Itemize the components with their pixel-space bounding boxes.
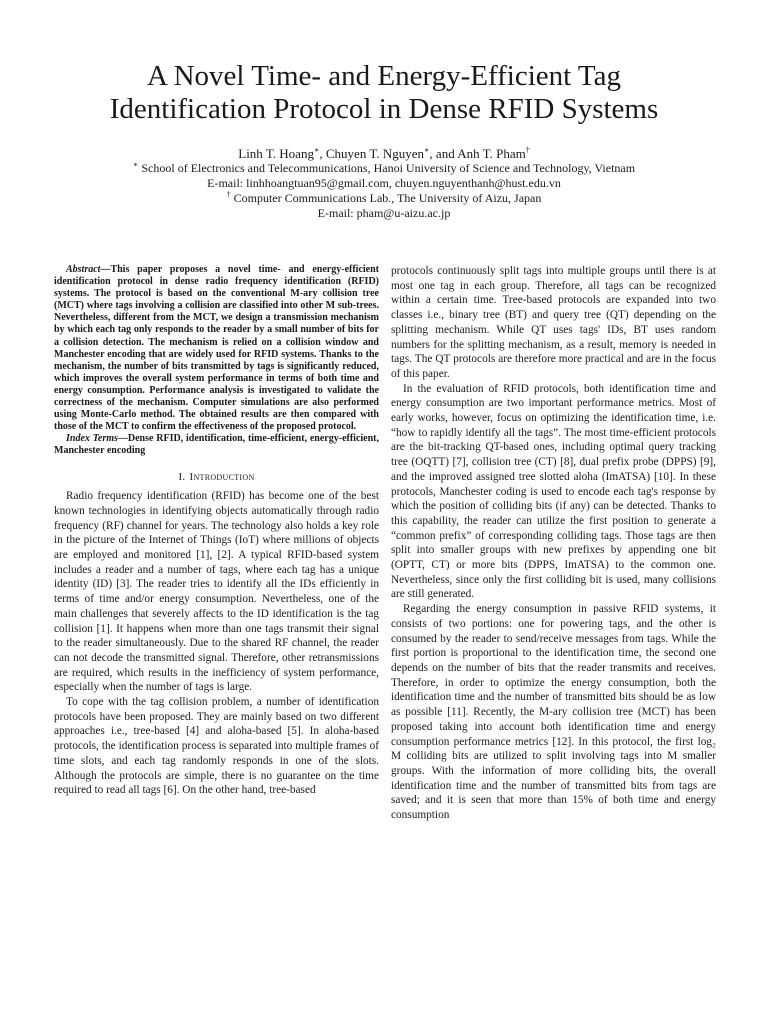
affiliations xyxy=(40,161,728,221)
affiliation-2-email: E-mail: pham@u-aizu.ac.jp xyxy=(317,206,451,220)
paragraph-right-2: In the evaluation of RFID protocols, both identification time and energy consumption are two important performance metrics. Most of early works, however, focus on optimizing the identification time, i.e. “how to rapidly identify all the tags”. The most time-efficient protocols are the bit-tracking QT-based ones, including optimal query tracking tree (OQTT) [7], collision tree (CT) [8], dual prefix probe (DPPS) [9], and the improved assigned tree slotted aloha (ImATSA) [10]. In these protocols, Manchester coding is used to encode each tag's response by which the position of colliding bits (if any) can be detected. Thanks to this capability, the reader can utilize the first position to generate a “common prefix” of corresponding colliding tags. Those tags are then split into smaller groups with new prefixes by appending one bit (OPTT, CT) or more bits (DPPS, ImATSA) to the common one. Nevertheless, since only the first colliding bit is used, many collisions are still generated. xyxy=(391,382,716,601)
title-line-2: Identification Protocol in Dense RFID Systems xyxy=(109,93,659,125)
index-terms-text: —Dense RFID, identification, time-efficient, energy-efficient, Manchester encoding xyxy=(54,433,379,457)
title-line-1: A Novel Time- and Energy-Efficient Tag xyxy=(147,60,621,92)
paragraph-left-2: To cope with the tag collision problem, a number of identification protocols have been proposed. They are mainly based on two different approaches i.e., tree-based [4] and aloha-based [5]. In aloha-based protocols, the identification process is separated into multiple frames of time slots, and each tag randomly responds in one of the slots. Although the protocols are simple, there is no guarantee on the time required to read all tags [6]. On the other hand, tree-based xyxy=(54,696,379,797)
paragraph-right-3: Regarding the energy consumption in passive RFID systems, it consists of two portions: one for powering tags, and the other is consumed by the reader to send/receive messages from tags. While the first portion is proportional to the identification time, the second one depends on the number of bits that the reader transmits and receives. Therefore, in order to optimize the energy consumption, both the identification time and the number of transmitted bits should be as low as possible [11]. Recently, the M-ary collision tree (MCT) has been proposed taking into account both identification time and energy consumption performance metrics [12]. In this protocol, the first log₂ M colliding bits are utilized to split involving tags into M smaller groups. With the information of more colliding bits, the overall identification time and the number of transmitted bits from tags are saved; and it is seen that more than 15% of both time and energy consumption xyxy=(391,603,716,822)
affiliation-1-mark: ∗ xyxy=(132,160,139,169)
paragraph-left-1: Radio frequency identification (RFID) has become one of the best known technologies in identifying objects automatically through radio frequency (RF) channel for years. The technology also holds a key role in the picture of the Internet of Things (IoT) where millions of objects are employed and monitored [1], [2]. A typical RFID-based system includes a reader and a number of tags, where each tag has a unique identity (ID) [3]. The reader tries to identify all the IDs efficiently in terms of time and/or energy consumption. Nevertheless, one of the main challenges that severely affects to the ID identification is the tag collision [1]. It happens when more than one tags transmit their signal to the reader simultaneously. Due to the shared RF channel, the reader can not decode the transmitted signal. Therefore, other retransmissions are required, which results in the inefficiency of system performance, especially when the number of tags is large. xyxy=(54,490,379,694)
affiliation-2 xyxy=(40,191,728,206)
right-column xyxy=(391,264,716,823)
author-3: Anh T. Pham xyxy=(457,146,526,161)
author-1-mark: ∗ xyxy=(313,145,320,155)
affiliation-1-text: School of Electronics and Telecommunications, Hanoi University of Science and Technology, Vietnam xyxy=(138,161,636,175)
paper-title xyxy=(40,60,728,126)
index-terms xyxy=(54,433,379,457)
affiliation-1-email: E-mail: linhhoangtuan95@gmail.com, chuyen.nguyenthanh@hust.edu.vn xyxy=(207,176,561,190)
author-separator-2: , and xyxy=(429,146,458,161)
section-heading-introduction xyxy=(54,470,379,485)
abstract-lead: Abstract xyxy=(66,264,101,275)
author-2-mark: ∗ xyxy=(423,145,430,155)
section-number: I. xyxy=(178,470,186,483)
affiliation-1 xyxy=(40,161,728,176)
author-list xyxy=(40,146,728,162)
section-title: Introduction xyxy=(189,470,255,483)
index-terms-lead: Index Terms xyxy=(66,433,118,445)
author-3-mark: † xyxy=(525,145,530,155)
author-1: Linh T. Hoang xyxy=(238,146,314,161)
affiliation-2-mark: † xyxy=(226,190,231,199)
author-separator-1: , xyxy=(319,146,326,161)
affiliation-2-text: Computer Communications Lab., The University of Aizu, Japan xyxy=(230,191,542,205)
left-column xyxy=(54,264,379,798)
paragraph-right-1: protocols continuously split tags into multiple groups until there is at most one tag in each group. Therefore, all tags can be recognized within a certain time. Tree-based protocols are expanded into two classes i.e., binary tree (BT) and query tree (QT) depending on the splitting mechanism. While QT uses tags' IDs, BT uses random numbers for the splitting mechanism, as a result, memory is needed in tags. The QT protocols are therefore more practical and are in the focus of this paper. xyxy=(391,265,716,380)
author-2: Chuyen T. Nguyen xyxy=(325,146,424,161)
abstract xyxy=(54,264,379,433)
abstract-text: —This paper proposes a novel time- and energy-efficient identification protocol in dense radio frequency identification (RFID) systems. The protocol is based on the conventional M-ary collision tree (MCT) where tags involving a collision are classified into other M sub-trees. Nevertheless, different from the MCT, we design a transmission mechanism by which each tag only responds to the reader by a small number of bits for a collision detection. The mechanism is relied on a collision window and Manchester encoding that are widely used for RFID systems. Thanks to the mechanism, the number of bits transmitted by tags is significantly reduced, which improves the overall system performance in terms of both time and energy consumption. Performance analysis is investigated to validate the correctness of the mechanism. Computer simulations are also performed using Monte-Carlo method. The obtained results are then compared with those of the MCT to confirm the effectiveness of the proposed protocol. xyxy=(54,264,379,433)
